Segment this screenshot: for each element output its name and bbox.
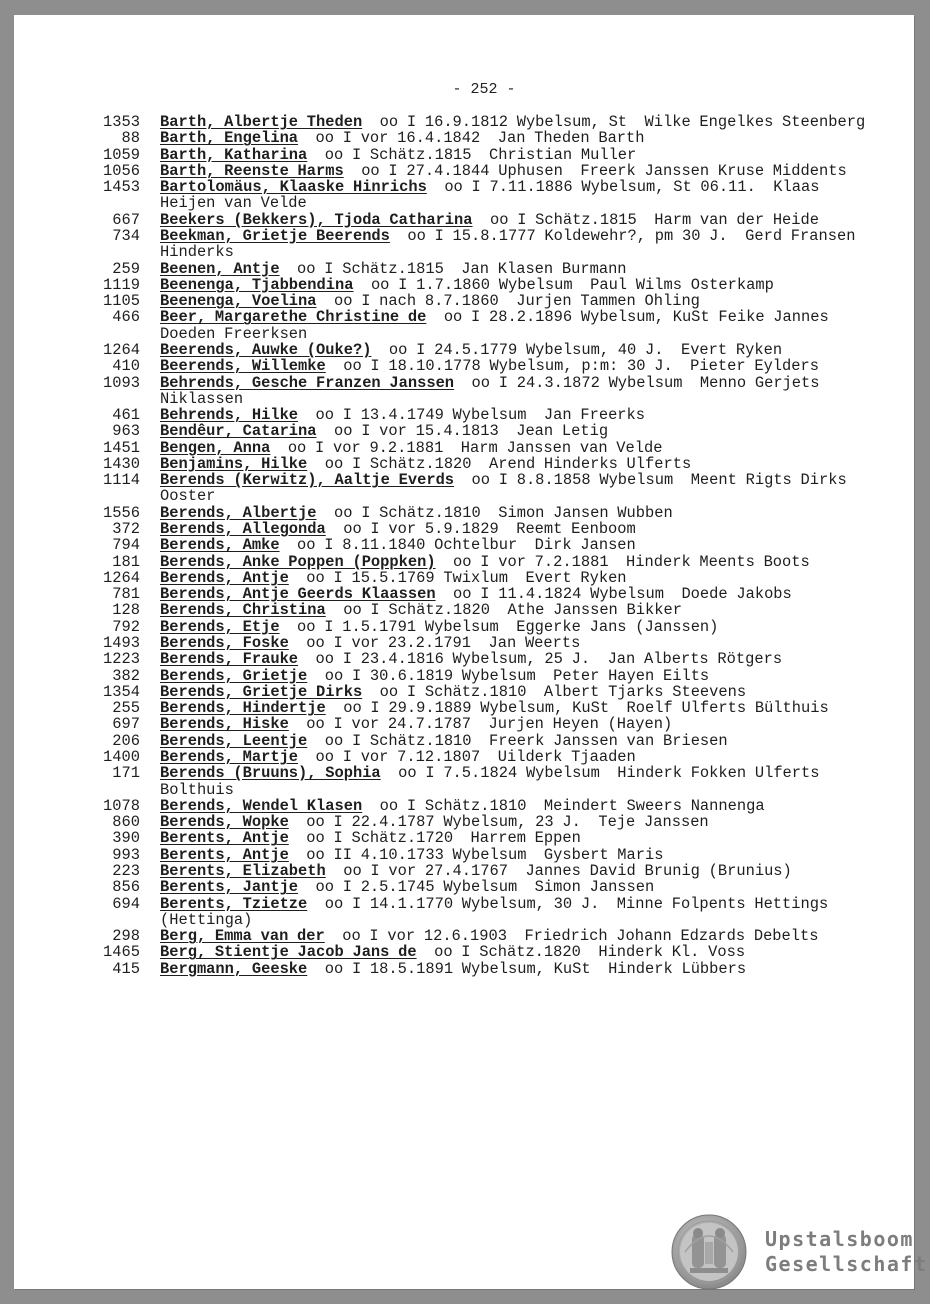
entry-row (86, 961, 876, 977)
entry-name: Berends, Foske (160, 634, 289, 652)
entry-name: Berends, Albertje (160, 503, 317, 522)
entry-marriage-details: oo I 8.8.1858 Wybelsum Meent Rigts Dirks Ooster (160, 471, 856, 506)
entry-row (86, 179, 876, 212)
entry-number: 963 (112, 422, 140, 441)
entry-row (86, 358, 876, 374)
entry-row (86, 570, 876, 586)
entry-name: Berends, Antje (160, 568, 289, 587)
entry-marriage-details: oo I Schätz.1820 Arend Hinderks Ulferts (307, 454, 692, 473)
entry-text (160, 570, 876, 586)
entry-text (160, 879, 876, 895)
entry-text (160, 472, 876, 505)
entry-row (86, 228, 876, 261)
entry-row (86, 847, 876, 863)
entry-text (160, 830, 876, 846)
entry-number: 1059 (103, 145, 140, 164)
entry-marriage-details: oo I nach 8.7.1860 Jurjen Tammen Ohling (316, 292, 700, 311)
entry-marriage-details: oo I 28.2.1896 Wybelsum, KuSt Feike Jannes Doeden Freerksen (160, 308, 838, 343)
entry-name: Berends, Hindertje (160, 699, 326, 718)
entry-marriage-details: oo I 24.5.1779 Wybelsum, 40 J. Evert Ryken (371, 340, 783, 359)
page-number: - 252 - (452, 81, 516, 98)
entry-text (160, 668, 876, 684)
entry-number: 1119 (103, 275, 140, 294)
entry-text (160, 163, 876, 179)
entry-row (86, 651, 876, 667)
entry-marriage-details: oo I Schätz.1810 Albert Tjarks Steevens (362, 682, 747, 701)
entry-name: Bendêur, Catarina (160, 422, 317, 441)
entry-text (160, 765, 876, 798)
entry-row (86, 261, 876, 277)
entry-text (160, 309, 876, 342)
entry-marriage-details: oo I Schätz.1815 Jan Klasen Burmann (279, 259, 627, 278)
entry-number: 1493 (103, 634, 140, 652)
entry-name: Berg, Emma van der (160, 927, 325, 946)
entry-text (160, 814, 876, 830)
entry-text (160, 375, 876, 408)
entry-marriage-details: oo I 1.7.1860 Wybelsum Paul Wilms Osterkamp (353, 275, 774, 294)
entry-name: Berends, Amke (160, 536, 280, 555)
entry-row (86, 130, 876, 146)
entry-name: Bartolomäus, Klaaske Hinrichs (160, 178, 427, 197)
entry-marriage-details: oo I 18.5.1891 Wybelsum, KuSt Hinderk Lübbers (307, 959, 747, 978)
entry-text (160, 798, 876, 814)
entry-name: Beenenga, Voelina (160, 292, 317, 311)
entry-row (86, 114, 876, 130)
entry-number: 372 (112, 520, 140, 539)
entry-row (86, 879, 876, 895)
entry-name: Berends, Antje Geerds Klaassen (160, 585, 436, 604)
entry-name: Behrends, Gesche Franzen Janssen (160, 373, 455, 392)
entry-text (160, 456, 876, 472)
entry-marriage-details: oo I 18.10.1778 Wybelsum, p:m: 30 J. Pieter Eylders (325, 357, 819, 376)
entry-row (86, 765, 876, 798)
entry-text (160, 619, 876, 635)
entry-name: Berends, Anke Poppen (Poppken) (160, 552, 436, 571)
entry-number: 794 (112, 536, 140, 555)
entry-marriage-details: oo I 15.5.1769 Twixlum Evert Ryken (288, 568, 627, 587)
entry-number: 1264 (103, 568, 140, 587)
entry-number: 181 (112, 552, 140, 571)
entry-row (86, 863, 876, 879)
entry-text (160, 147, 876, 163)
entry-row (86, 505, 876, 521)
entry-row (86, 472, 876, 505)
entry-name: Berends, Grietje (160, 666, 308, 685)
entry-marriage-details: oo I Schätz.1810 Simon Jansen Wubben (316, 503, 673, 522)
entry-marriage-details: oo I Schätz.1815 Christian Muller (307, 145, 637, 164)
entry-text (160, 440, 876, 456)
entry-text (160, 358, 876, 374)
entry-number: 382 (112, 666, 140, 685)
entry-text (160, 407, 876, 423)
entry-name: Barth, Katharina (160, 145, 308, 164)
entry-marriage-details: oo I vor 16.4.1842 Jan Theden Barth (298, 129, 645, 148)
entry-name: Berends, Martje (160, 747, 299, 766)
entry-text (160, 863, 876, 879)
entry-marriage-details: oo I vor 15.4.1813 Jean Letig (316, 422, 609, 441)
entry-row (86, 554, 876, 570)
entry-text (160, 212, 876, 228)
entry-name: Benjamins, Hilke (160, 454, 308, 473)
entry-text (160, 342, 876, 358)
entry-marriage-details: oo I vor 27.4.1767 Jannes David Brunig (Brunius) (325, 861, 792, 880)
entry-number: 415 (112, 959, 140, 978)
entry-name: Berends (Kerwitz), Aaltje Everds (160, 471, 455, 490)
entry-text (160, 277, 876, 293)
entry-name: Berents, Jantje (160, 878, 299, 897)
entry-number: 259 (112, 259, 140, 278)
entry-marriage-details: oo I 24.3.1872 Wybelsum Menno Gerjets Niklassen (160, 373, 829, 408)
entry-row (86, 342, 876, 358)
entry-name: Beekman, Grietje Beerends (160, 226, 390, 245)
entry-row (86, 456, 876, 472)
entry-name: Bergmann, Geeske (160, 959, 308, 978)
entry-row (86, 896, 876, 929)
entry-number: 1354 (103, 682, 140, 701)
entry-row (86, 212, 876, 228)
entry-text (160, 586, 876, 602)
entry-number: 223 (112, 861, 140, 880)
entry-marriage-details: oo I 11.4.1824 Wybelsum Doede Jakobs (435, 585, 792, 604)
entry-name: Berends, Leentje (160, 731, 308, 750)
entry-marriage-details: oo I 30.6.1819 Wybelsum Peter Hayen Eilts (307, 666, 710, 685)
entry-marriage-details: oo I 15.8.1777 Koldewehr?, pm 30 J. Gerd Fransen Hinderks (160, 226, 865, 262)
entry-number: 466 (112, 308, 140, 327)
entry-row (86, 944, 876, 960)
entry-row (86, 440, 876, 456)
entry-text (160, 505, 876, 521)
entry-row (86, 928, 876, 944)
entry-number: 993 (112, 845, 140, 864)
entry-marriage-details: oo I Schätz.1820 Athe Janssen Bikker (325, 601, 682, 620)
entry-text (160, 733, 876, 749)
entry-marriage-details: oo I vor 7.2.1881 Hinderk Meents Boots (435, 552, 810, 571)
entry-marriage-details: oo I vor 5.9.1829 Reemt Eenboom (325, 520, 636, 539)
entry-marriage-details: oo I Schätz.1815 Harm van der Heide (472, 210, 819, 229)
entry-name: Berends, Hiske (160, 715, 289, 734)
entry-name: Beer, Margarethe Christine de (160, 308, 427, 327)
entry-row (86, 668, 876, 684)
entry-row (86, 375, 876, 408)
entry-text (160, 130, 876, 146)
entry-row (86, 293, 876, 309)
entry-marriage-details: oo II 4.10.1733 Wybelsum Gysbert Maris (288, 845, 664, 864)
entry-marriage-details: oo I 22.4.1787 Wybelsum, 23 J. Teje Janssen (288, 813, 709, 832)
entry-marriage-details: oo I 29.9.1889 Wybelsum, KuSt Roelf Ulferts Bülthuis (325, 699, 829, 718)
entry-marriage-details: oo I vor 7.12.1807 Uilderk Tjaaden (298, 747, 636, 766)
entry-name: Behrends, Hilke (160, 406, 299, 425)
entry-name: Berends (Bruuns), Sophia (160, 764, 381, 783)
entry-marriage-details: oo I vor 9.2.1881 Harm Janssen van Velde (270, 438, 663, 457)
entry-number: 781 (112, 585, 140, 604)
entry-name: Berends, Grietje Dirks (160, 682, 363, 701)
entry-number: 1093 (103, 373, 140, 392)
entry-marriage-details: oo I vor 23.2.1791 Jan Weerts (288, 634, 581, 652)
entry-text (160, 651, 876, 667)
entry-number: 734 (112, 226, 140, 245)
entry-number: 128 (112, 601, 140, 620)
entry-name: Berents, Antje (160, 829, 289, 848)
entry-number: 1264 (103, 340, 140, 359)
entry-number: 1400 (103, 747, 140, 766)
entry-name: Berents, Antje (160, 845, 289, 864)
entry-text (160, 179, 876, 212)
entry-name: Beenen, Antje (160, 259, 280, 278)
document-page (14, 15, 928, 1289)
entry-text (160, 700, 876, 716)
entry-marriage-details: oo I 27.4.1844 Uphusen Freerk Janssen Kruse Middents (343, 161, 847, 180)
entry-text (160, 684, 876, 700)
entry-row (86, 163, 876, 179)
entry-marriage-details: oo I 16.9.1812 Wybelsum, St Wilke Engelkes Steenberg (362, 113, 866, 131)
entry-row (86, 277, 876, 293)
entry-text (160, 537, 876, 553)
entry-text (160, 749, 876, 765)
entry-marriage-details: oo I Schätz.1720 Harrem Eppen (288, 829, 581, 848)
entry-text (160, 635, 876, 651)
entry-marriage-details: oo I Schätz.1810 Meindert Sweers Nannenga (362, 796, 765, 815)
entry-name: Berents, Tzietze (160, 894, 308, 913)
entry-number: 694 (112, 894, 140, 913)
entry-text (160, 423, 876, 439)
entry-row (86, 749, 876, 765)
entry-name: Barth, Reenste Harms (160, 161, 344, 180)
entry-number: 255 (112, 699, 140, 718)
entry-marriage-details: oo I 7.5.1824 Wybelsum Hinderk Fokken Ulferts Bolthuis (160, 764, 829, 799)
entry-number: 88 (121, 129, 140, 148)
entry-row (86, 423, 876, 439)
entry-marriage-details: oo I 13.4.1749 Wybelsum Jan Freerks (298, 406, 646, 425)
entry-marriage-details: oo I 1.5.1791 Wybelsum Eggerke Jans (Janssen) (279, 617, 719, 636)
entry-number: 1105 (103, 292, 140, 311)
entry-row (86, 521, 876, 537)
entry-text (160, 928, 876, 944)
entry-row (86, 586, 876, 602)
entry-text (160, 261, 876, 277)
seal-icon (671, 1214, 747, 1290)
entry-text (160, 228, 876, 261)
entry-name: Berents, Elizabeth (160, 861, 326, 880)
entry-row (86, 814, 876, 830)
entry-number: 697 (112, 715, 140, 734)
entry-name: Barth, Engelina (160, 129, 299, 148)
entry-text (160, 716, 876, 732)
entry-marriage-details: oo I 14.1.1770 Wybelsum, 30 J. Minne Folpents Hettings (Hettinga) (160, 894, 837, 929)
entry-row (86, 619, 876, 635)
entry-row (86, 309, 876, 342)
entry-text (160, 961, 876, 977)
entry-number: 298 (112, 927, 140, 946)
entry-marriage-details: oo I 23.4.1816 Wybelsum, 25 J. Jan Alberts Rötgers (298, 650, 783, 669)
entry-name: Berends, Wendel Klasen (160, 796, 363, 815)
entry-text (160, 602, 876, 618)
entry-name: Berends, Christina (160, 601, 326, 620)
entry-marriage-details: oo I Schätz.1810 Freerk Janssen van Briesen (307, 731, 728, 750)
entry-name: Berg, Stientje Jacob Jans de (160, 943, 417, 962)
entry-name: Berends, Etje (160, 617, 280, 636)
entry-number: 1453 (103, 178, 140, 197)
logo-text (765, 1227, 928, 1277)
entry-number: 1078 (103, 796, 140, 815)
entry-number: 1465 (103, 943, 140, 962)
entry-number: 1556 (103, 503, 140, 522)
entry-row (86, 733, 876, 749)
entry-number: 206 (112, 731, 140, 750)
entry-name: Bengen, Anna (160, 438, 271, 457)
entry-name: Beerends, Willemke (160, 357, 326, 376)
entry-number: 1353 (103, 113, 140, 131)
entry-number: 856 (112, 878, 140, 897)
entry-number: 1056 (103, 161, 140, 180)
entry-row (86, 798, 876, 814)
entry-number: 171 (112, 764, 140, 783)
entry-number: 1430 (103, 454, 140, 473)
entry-text (160, 554, 876, 570)
entry-number: 1114 (103, 471, 140, 490)
entry-name: Berends, Wopke (160, 813, 289, 832)
entry-marriage-details: oo I vor 12.6.1903 Friedrich Johann Edzards Debelts (324, 927, 819, 946)
entry-row (86, 147, 876, 163)
entry-name: Beenenga, Tjabbendina (160, 275, 354, 294)
entry-number: 792 (112, 617, 140, 636)
entry-text (160, 293, 876, 309)
entry-marriage-details: oo I 2.5.1745 Wybelsum Simon Janssen (298, 878, 655, 897)
entry-name: Berends, Allegonda (160, 520, 326, 539)
entry-name: Berends, Frauke (160, 650, 299, 669)
entry-text (160, 896, 876, 929)
entry-row (86, 830, 876, 846)
entry-row (86, 700, 876, 716)
entry-row (86, 716, 876, 732)
entry-row (86, 602, 876, 618)
entry-number: 390 (112, 829, 140, 848)
entry-number: 860 (112, 813, 140, 832)
entry-marriage-details: oo I 8.11.1840 Ochtelbur Dirk Jansen (279, 536, 636, 555)
entry-number: 667 (112, 210, 140, 229)
entry-name: Barth, Albertje Theden (160, 113, 363, 131)
entry-text (160, 521, 876, 537)
entry-row (86, 635, 876, 651)
entry-number: 1223 (103, 650, 140, 669)
entry-number: 1451 (103, 438, 140, 457)
publisher-logo (671, 1214, 928, 1290)
entry-number: 410 (112, 357, 140, 376)
entry-text (160, 944, 876, 960)
entry-row (86, 407, 876, 423)
entry-marriage-details: oo I Schätz.1820 Hinderk Kl. Voss (416, 943, 746, 962)
entry-number: 461 (112, 406, 140, 425)
entry-row (86, 537, 876, 553)
entry-text (160, 114, 876, 130)
logo-line-1: Upstalsboom (765, 1227, 914, 1251)
entry-name: Beerends, Auwke (Ouke?) (160, 340, 372, 359)
entry-marriage-details: oo I 7.11.1886 Wybelsum, St 06.11. Klaas Heijen van Velde (160, 178, 829, 213)
entry-row (86, 684, 876, 700)
entry-text (160, 847, 876, 863)
entry-marriage-details: oo I vor 24.7.1787 Jurjen Heyen (Hayen) (288, 715, 673, 734)
logo-line-2: Gesellschaft (765, 1252, 928, 1276)
entry-list (86, 114, 876, 977)
entry-name: Beekers (Bekkers), Tjoda Catharina (160, 210, 473, 229)
